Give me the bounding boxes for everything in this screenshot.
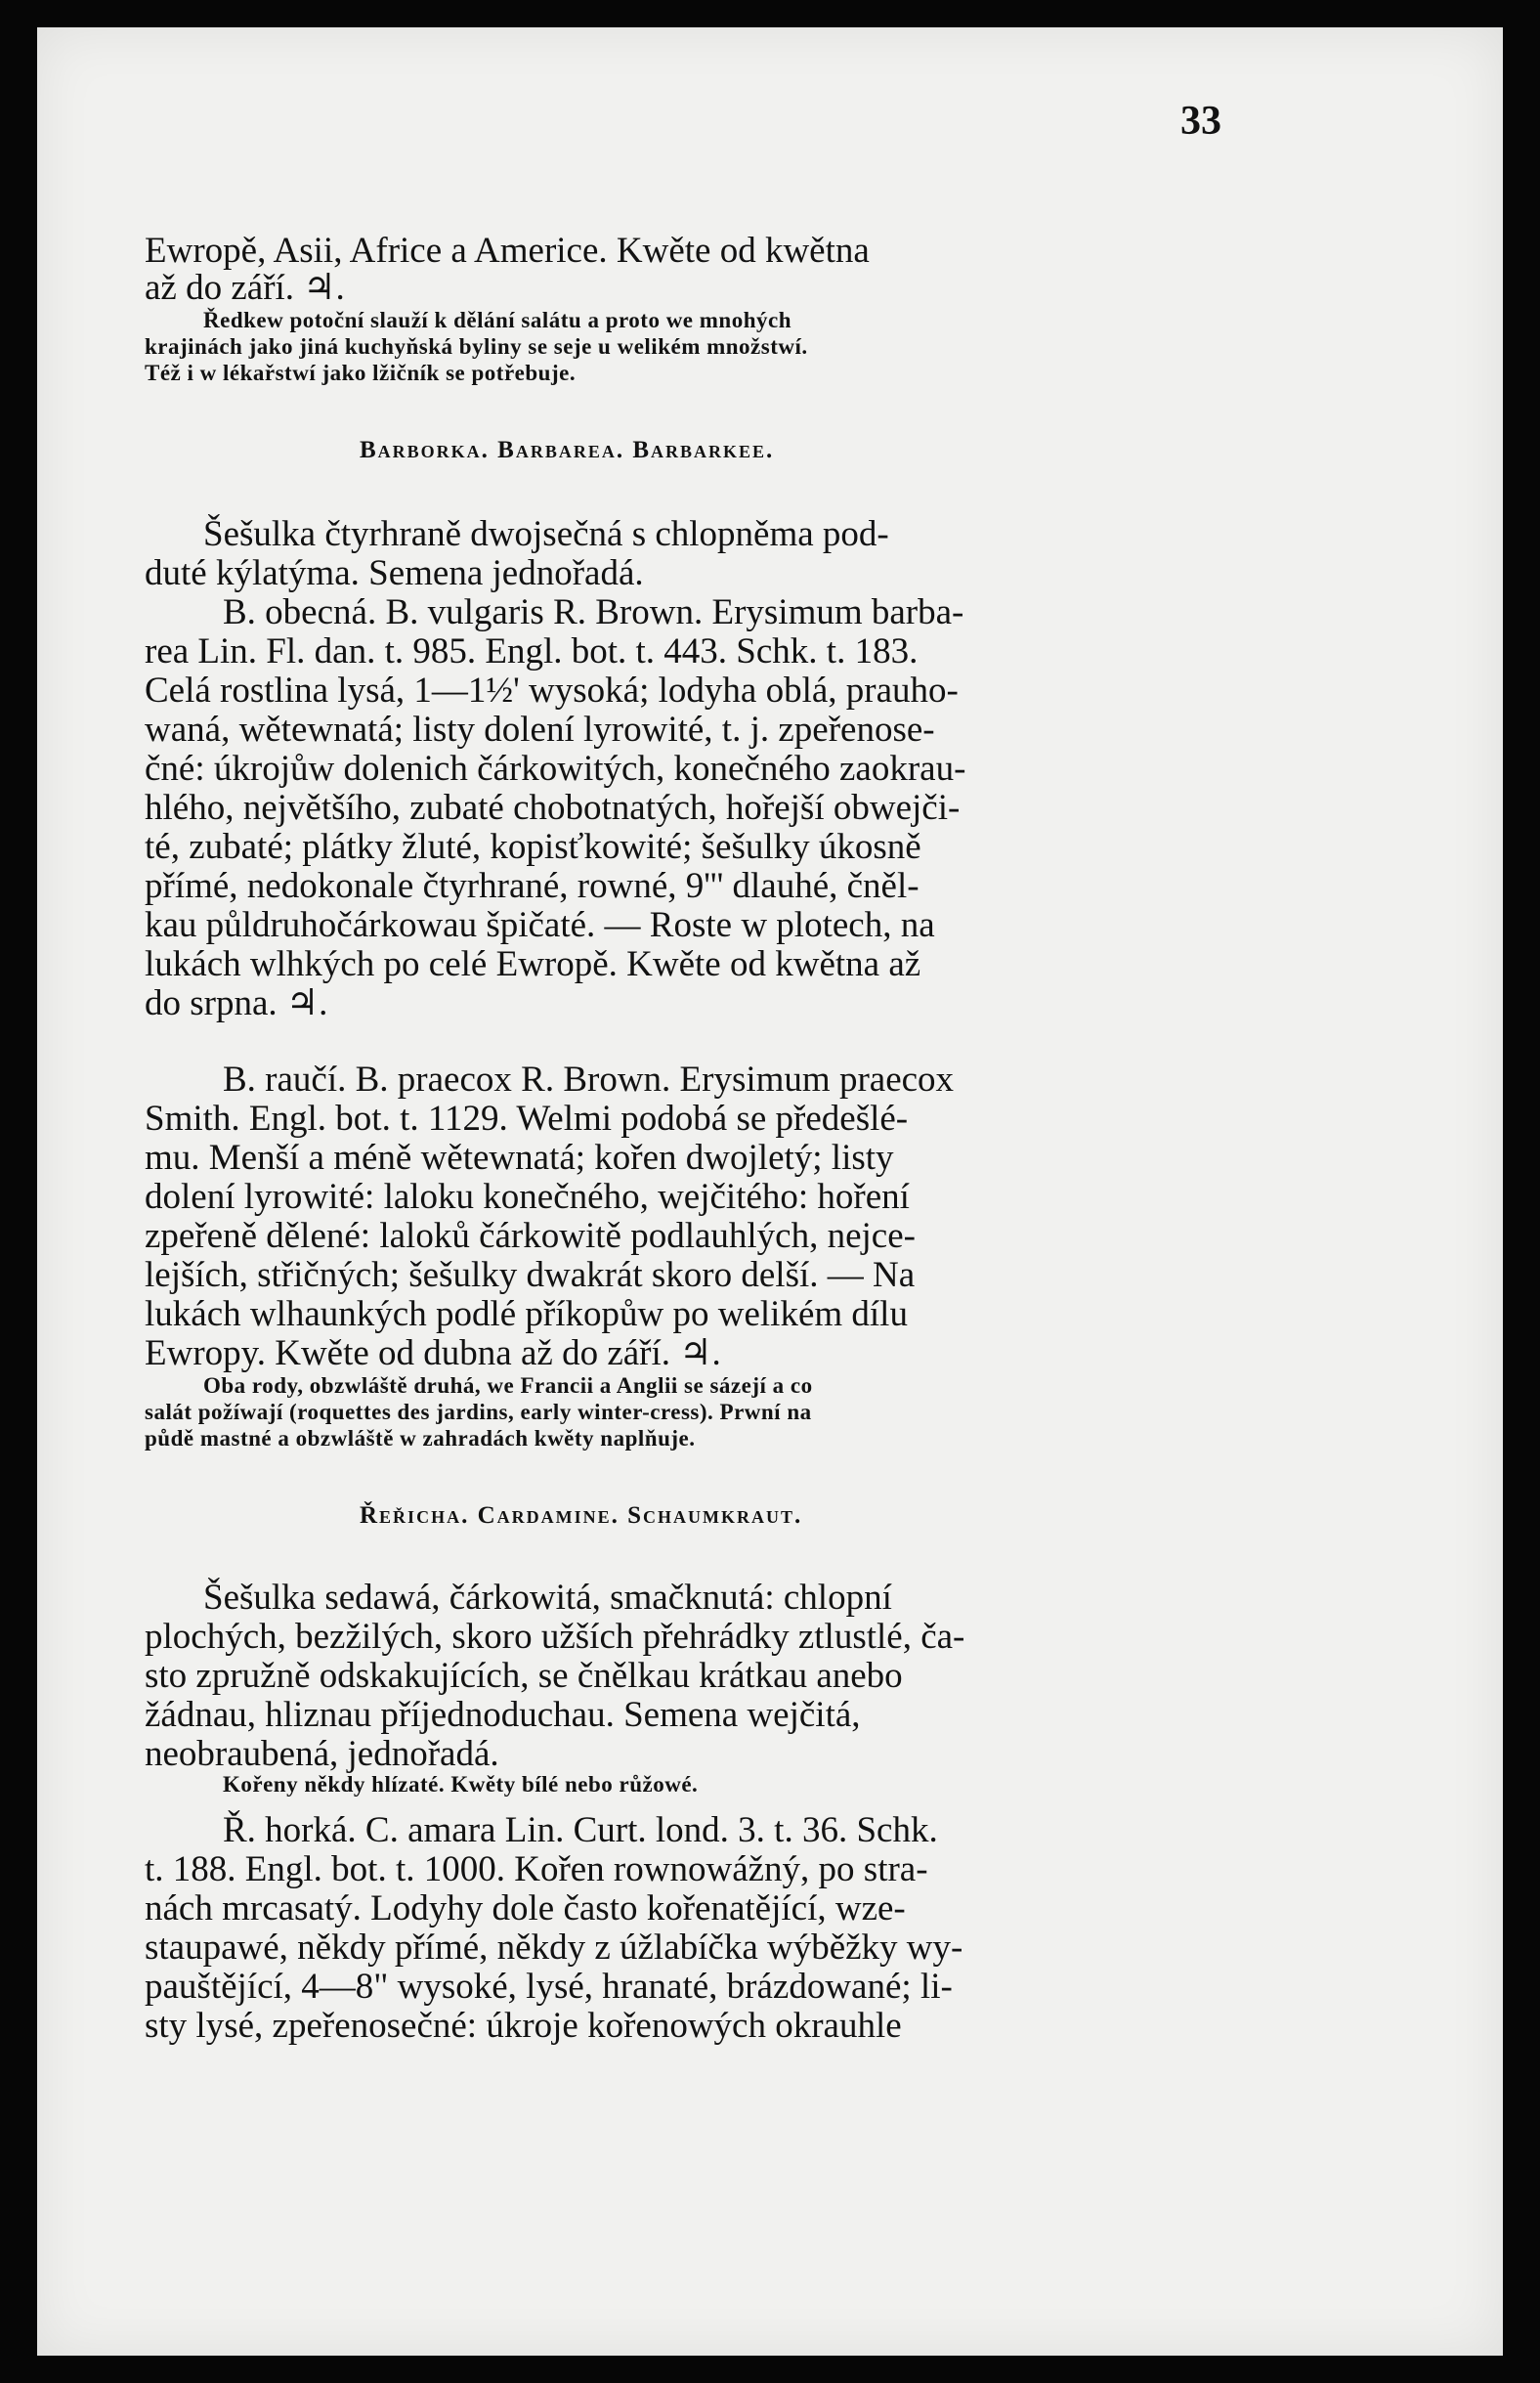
text-line: Ř. horká. C. amara Lin. Curt. lond. 3. t. 36. Schk. <box>223 1810 938 1850</box>
text-line: žádnau, hliznau příjednoduchau. Semena wejčitá, <box>145 1695 861 1735</box>
text-line: hlého, největšího, zubaté chobotnatých, hořejší obwejči- <box>145 788 961 828</box>
text-line: Šešulka čtyrhraně dwojsečná s chlopněma pod- <box>203 514 889 554</box>
note-line: Kořeny někdy hlízaté. Kwěty bílé nebo růžowé. <box>223 1772 699 1797</box>
book-page <box>37 27 1503 2356</box>
text-line: Šešulka sedawá, čárkowitá, smačknutá: chlopní <box>203 1578 892 1618</box>
text-line: přímé, nedokonale čtyrhrané, rowné, 9''' dlauhé, čněl- <box>145 866 920 906</box>
text-line: do srpna. ♃. <box>145 983 328 1023</box>
text-line: duté kýlatýma. Semena jednořadá. <box>145 553 644 593</box>
text-line: B. obecná. B. vulgaris R. Brown. Erysimum barba- <box>223 592 964 632</box>
note-line: Oba rody, obzwláště druhá, we Francii a Anglii se sázejí a co <box>203 1373 813 1398</box>
note-line: Ředkew potoční slauží k dělání salátu a proto we mnohých <box>203 308 792 332</box>
text-line: čné: úkrojůw dolenich čárkowitých, konečného zaokrau- <box>145 749 966 789</box>
genus-heading: Barborka. Barbarea. Barbarkee. <box>360 437 775 463</box>
text-line: sty lysé, zpeřenosečné: úkroje kořenowých okrauhle <box>145 2006 902 2046</box>
note-line: Též i w lékařstwí jako lžičník se potřebuje. <box>145 361 577 385</box>
text-line: t. 188. Engl. bot. t. 1000. Kořen rownowážný, po stra- <box>145 1849 928 1889</box>
text-line: neobraubená, jednořadá. <box>145 1734 499 1774</box>
genus-heading: Řeřicha. Cardamine. Schaumkraut. <box>360 1502 803 1529</box>
text-line: kau půldruhočárkowau špičaté. — Roste w plotech, na <box>145 905 935 945</box>
text-line: Ewropě, Asii, Africe a Americe. Kwěte od kwětna <box>145 231 870 271</box>
text-line: staupawé, někdy přímé, někdy z úžlabíčka wýběžky wy- <box>145 1928 963 1968</box>
text-line: waná, wětewnatá; listy dolení lyrowité, t. j. zpeřenose- <box>145 710 935 750</box>
page-number: 33 <box>1180 99 1221 144</box>
note-line: krajinách jako jiná kuchyňská byliny se seje u welikém množstwí. <box>145 334 808 359</box>
note-line: salát požíwají (roquettes des jardins, early winter-cress). Prwní na <box>145 1400 812 1424</box>
text-line: Smith. Engl. bot. t. 1129. Welmi podobá se předešlé- <box>145 1099 909 1139</box>
text-line: Celá rostlina lysá, 1—1½' wysoká; lodyha oblá, prauho- <box>145 671 959 711</box>
text-line: plochých, bezžilých, skoro užších přehrádky ztlustlé, ča- <box>145 1617 965 1657</box>
text-line: té, zubaté; plátky žluté, kopisťkowité; šešulky úkosně <box>145 827 921 867</box>
text-line: sto zpružně odskakujících, se čnělkau krátkau anebo <box>145 1656 903 1696</box>
text-line: lejších, střičných; šešulky dwakrát skoro delší. — Na <box>145 1255 916 1295</box>
text-line: Ewropy. Kwěte od dubna až do září. ♃. <box>145 1333 721 1373</box>
text-line: dolení lyrowité: laloku konečného, wejčitého: hoření <box>145 1177 910 1217</box>
text-line: až do září. ♃. <box>145 268 345 308</box>
text-line: B. raučí. B. praecox R. Brown. Erysimum praecox <box>223 1060 955 1100</box>
text-line: pauštějící, 4—8" wysoké, lysé, hranaté, brázdowané; li- <box>145 1967 953 2007</box>
text-line: lukách wlhkých po celé Ewropě. Kwěte od kwětna až <box>145 944 921 984</box>
text-line: zpeřeně dělené: laloků čárkowitě podlauhlých, nejce- <box>145 1216 916 1256</box>
note-line: půdě mastné a obzwláště w zahradách kwěty naplňuje. <box>145 1426 696 1451</box>
text-line: lukách wlhaunkých podlé příkopůw po welikém dílu <box>145 1294 908 1334</box>
text-line: nách mrcasatý. Lodyhy dole často kořenatějící, wze- <box>145 1888 906 1928</box>
text-line: rea Lin. Fl. dan. t. 985. Engl. bot. t. 443. Schk. t. 183. <box>145 631 919 672</box>
text-line: mu. Menší a méně wětewnatá; kořen dwojletý; listy <box>145 1138 894 1178</box>
